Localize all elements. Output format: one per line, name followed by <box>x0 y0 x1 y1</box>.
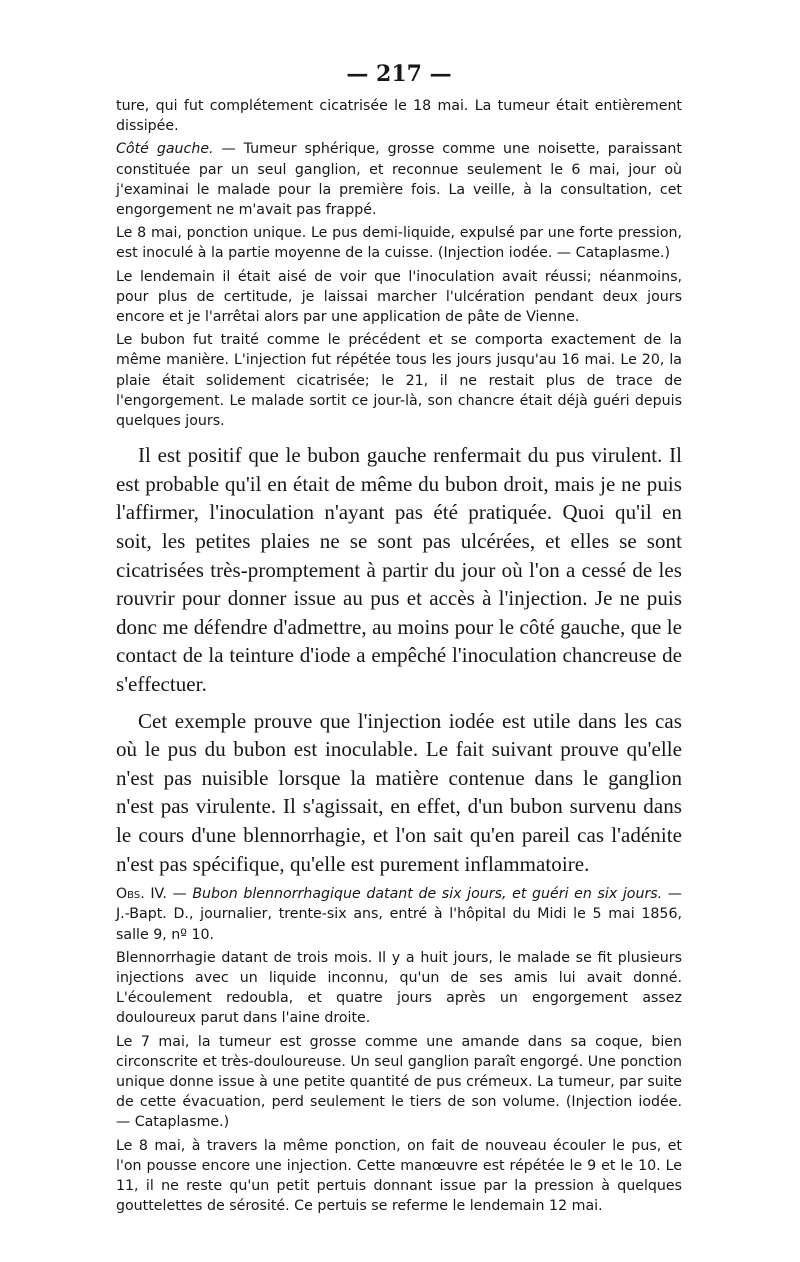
paragraph: Le 7 mai, la tumeur est grosse comme une amande dans sa coque, bien circonscrite et très-douloureuse. Un seul ganglion paraît engorgé. Une ponction unique donne issue à une petite quantité de pus crémeux. La tumeur, par suite de cette évacuation, perd seulement le tiers de son volume. (Injection iodée. — Cataplasme.) <box>116 1033 682 1131</box>
commentary-block <box>116 441 682 878</box>
paragraph: Cet exemple prouve que l'injection iodée est utile dans les cas où le pus du bubon est inoculable. Le fait suivant prouve qu'elle n'est pas nuisible lorsque la matière contenue dans le ganglion n'est pas virulente. Il s'agissait, en effet, d'un bubon survenu dans le cours d'une blennorrhagie, et l'on sait qu'en pareil cas l'adénite n'est pas spécifique, qu'elle est purement inflammatoire. <box>116 708 682 876</box>
observation-heading: Obs. IV. — Bubon blennorrhagique datant de six jours, et guéri en six jours. — J.-Bapt. D., journalier, trente-six ans, entré à l'hôpital du Midi le 5 mai 1856, salle 9, nº 10. <box>116 886 682 943</box>
paragraph: Il est positif que le bubon gauche renfermait du pus virulent. Il est probable qu'il en était de même du bubon droit, mais je ne puis l'affirmer, l'inoculation n'ayant pas été pratiquée. Quoi qu'il en soit, les petites plaies ne se sont pas ulcérées, et elles se sont cicatrisées très-promptement à partir du jour où l'on a cessé de les rouvrir pour donner issue au pus et accès à l'injection. Je ne puis donc me défendre d'admettre, au moins pour le côté gauche, que le contact de la teinture d'iode a empêché l'inoculation chancreuse de s'effectuer. <box>116 443 682 696</box>
paragraph: Côté gauche. — Tumeur sphérique, grosse comme une noisette, paraissant constituée par un seul ganglion, et reconnue seulement le 6 mai, jour où j'examinai le malade pour la première fois. La veille, à la consultation, cet engorgement ne m'avait pas frappé. <box>116 141 682 219</box>
paragraph: Le lendemain il était aisé de voir que l'inoculation avait réussi; néanmoins, pour plus de certitude, je laissai marcher l'ulcération pendant deux jours encore et je l'arrêtai alors par une application de pâte de Vienne. <box>116 268 682 326</box>
paragraph: ture, qui fut complétement cicatrisée le 18 mai. La tumeur était entièrement dissipée. <box>116 98 682 135</box>
observation-block-2 <box>116 884 682 1216</box>
document-page <box>116 56 682 1219</box>
paragraph: Le 8 mai, à travers la même ponction, on fait de nouveau écouler le pus, et l'on pousse encore une injection. Cette manœuvre est répétée le 9 et le 10. Le 11, il ne reste qu'un petit pertuis donnant issue par la pression à quelques gouttelettes de sérosité. Ce pertuis se referme le lendemain 12 mai. <box>116 1137 682 1215</box>
subheading-cote-gauche: Côté gauche. <box>116 141 214 158</box>
page-number: — 217 — <box>346 61 452 87</box>
observation-block-1 <box>116 96 682 431</box>
paragraph: Le 8 mai, ponction unique. Le pus demi-liquide, expulsé par une forte pression, est inoculé à la partie moyenne de la cuisse. (Injection iodée. — Cataplasme.) <box>116 225 682 262</box>
paragraph: Blennorrhagie datant de trois mois. Il y a huit jours, le malade se fit plusieurs injections avec un liquide inconnu, qu'un de ses amis lui avait donné. L'écoulement redoubla, et quatre jours après un engorgement assez douloureux parut dans l'aine droite. <box>116 949 682 1027</box>
paragraph: Le bubon fut traité comme le précédent et se comporta exactement de la même manière. L'injection fut répétée tous les jours jusqu'au 16 mai. Le 20, la plaie était solidement cicatrisée; le 21, il ne restait plus de trace de l'engorgement. Le malade sortit ce jour-là, son chancre était déjà guéri depuis quelques jours. <box>116 332 682 430</box>
